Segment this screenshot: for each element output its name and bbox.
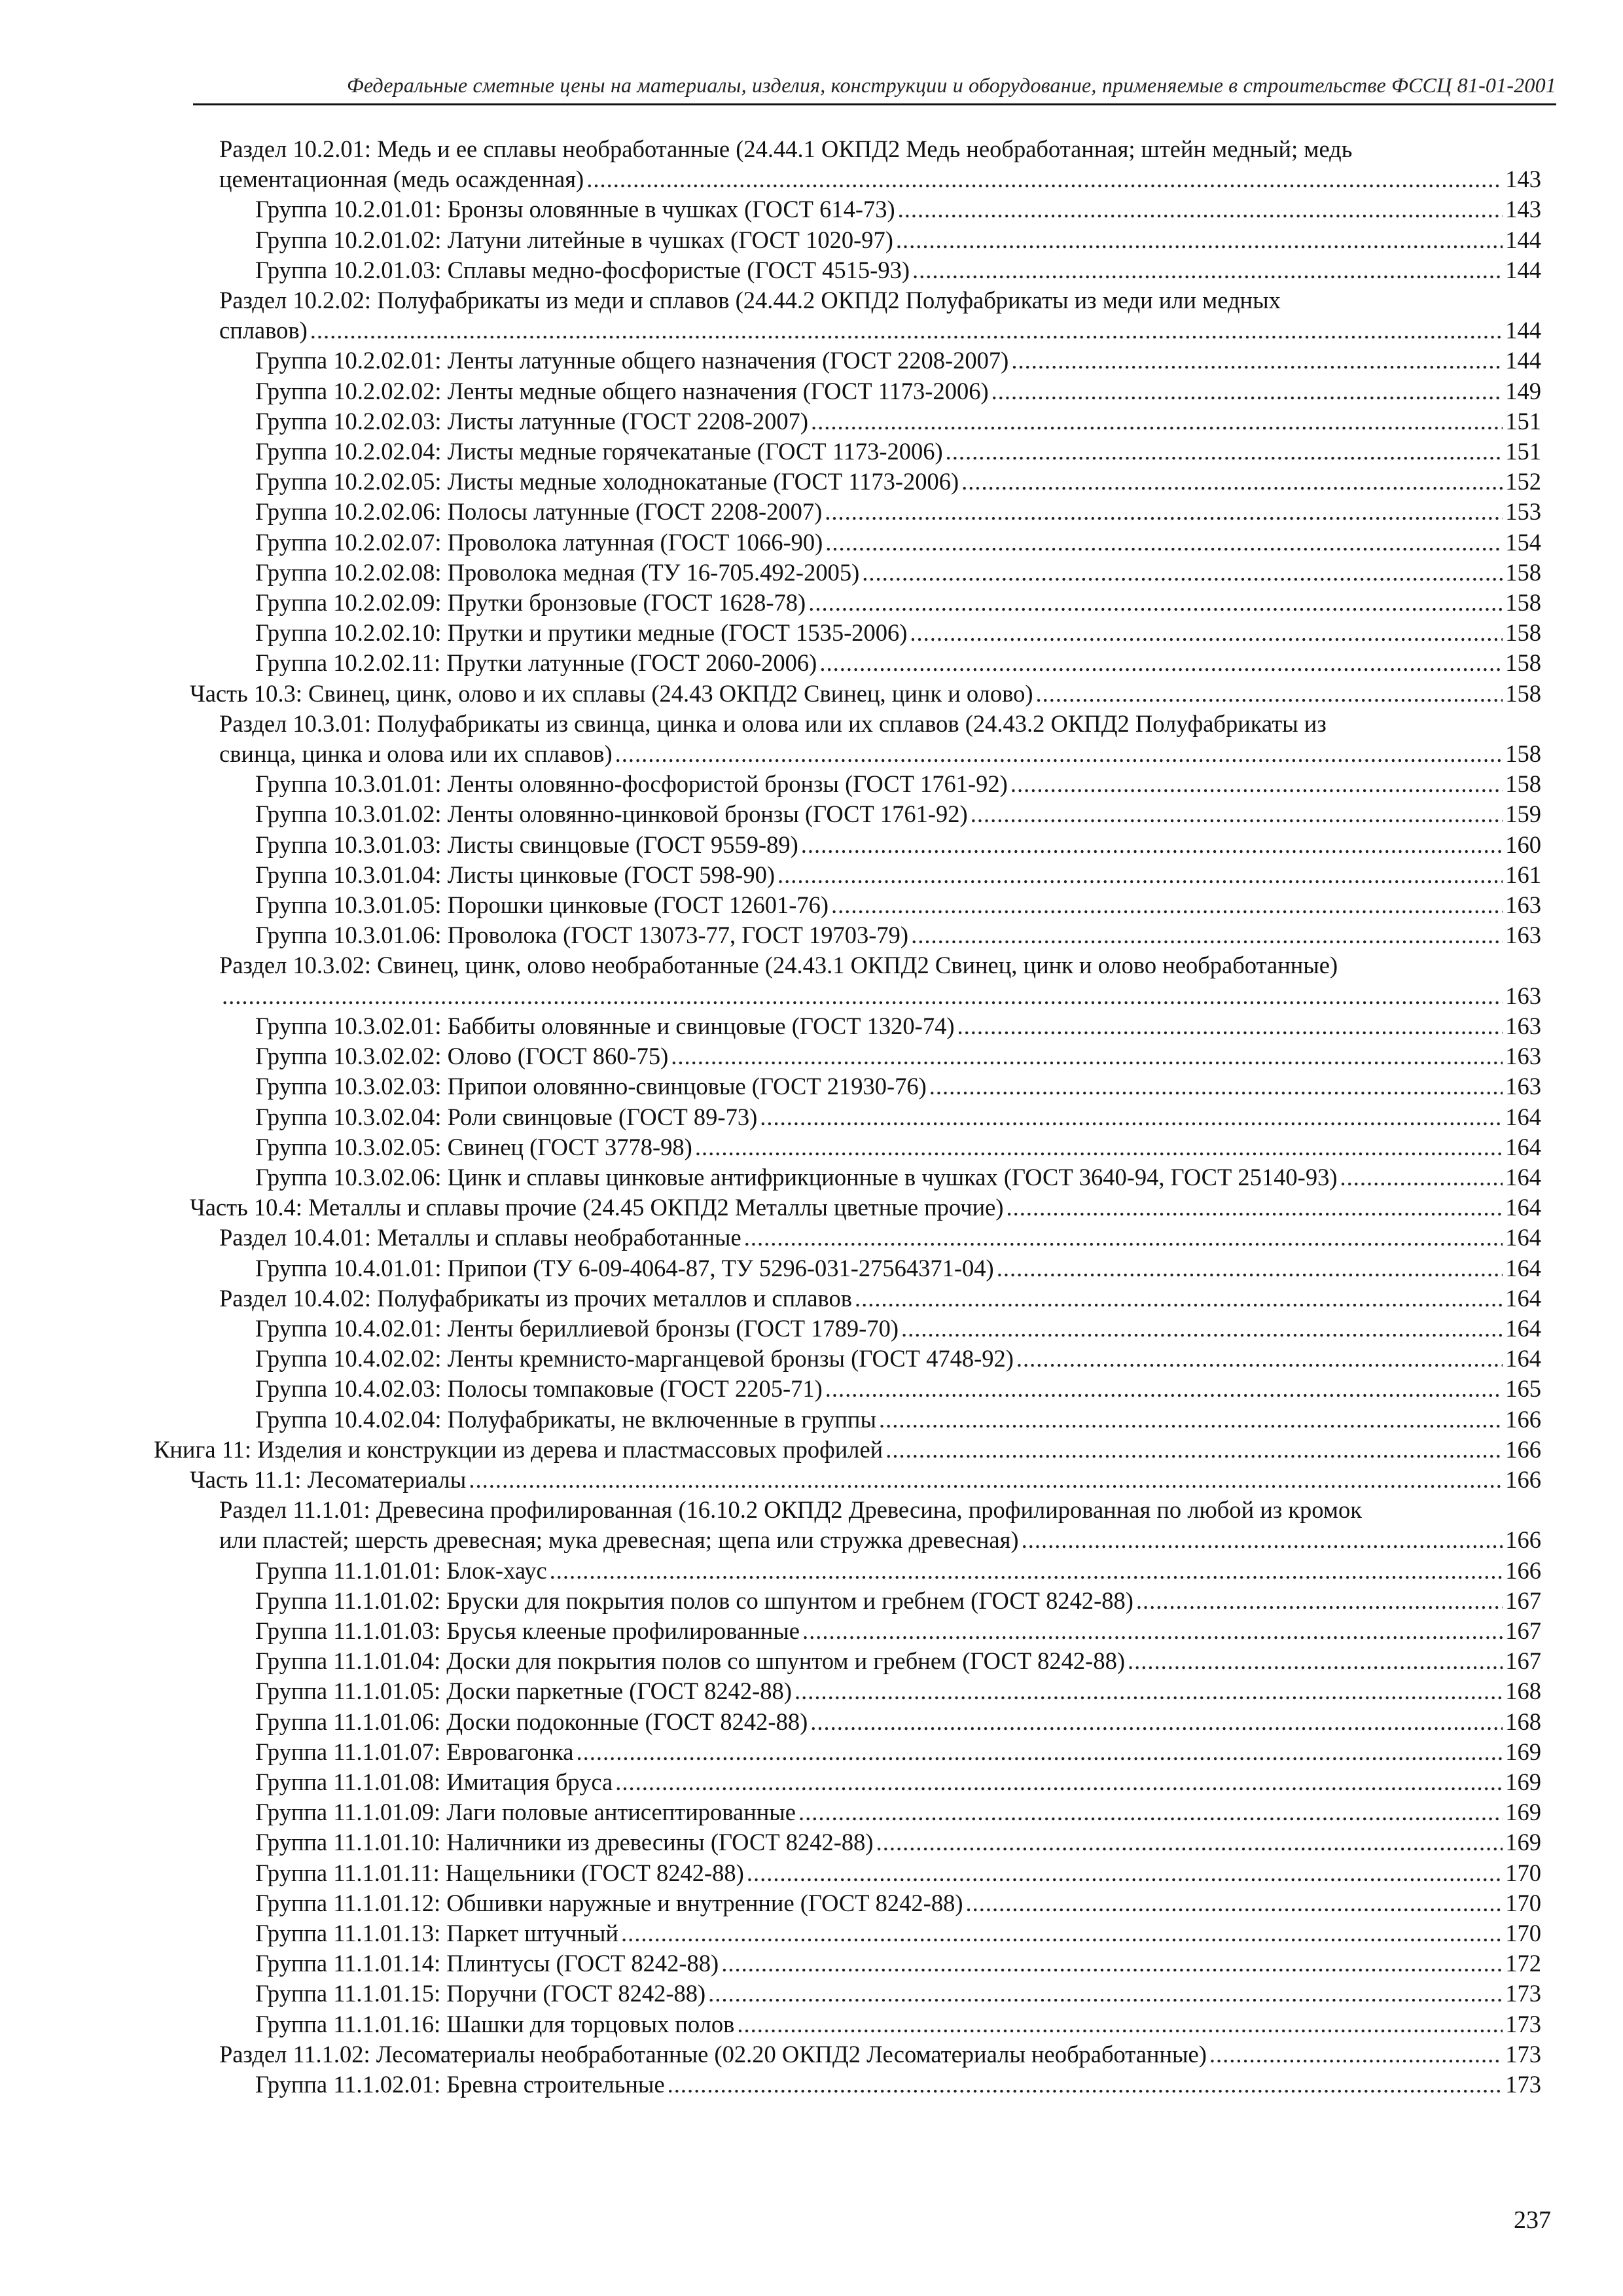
toc-page-number: 163 (1505, 1012, 1541, 1039)
toc-entry-group[interactable] (154, 376, 1541, 406)
toc-entry-title: Группа 10.4.02.01: Ленты бериллиевой бронзы (ГОСТ 1789-70) (255, 1314, 899, 1342)
toc-entry-title: Группа 10.2.01.02: Латуни литейные в чушках (ГОСТ 1020-97) (255, 226, 893, 253)
toc-entry-section[interactable] (154, 2039, 1541, 2070)
page-number: 237 (1514, 2206, 1551, 2234)
dot-leader (1022, 1525, 1503, 1555)
dot-leader (1010, 769, 1503, 799)
toc-entry-group[interactable] (154, 1767, 1541, 1797)
toc-entry-group[interactable] (154, 1918, 1541, 1948)
toc-entry-title: Группа 10.2.02.09: Прутки бронзовые (ГОСТ 1628-78) (255, 589, 806, 617)
toc-entry-group[interactable] (154, 1948, 1541, 1979)
toc-entry-title: свинца, цинка и олова или их сплавов) (219, 740, 613, 768)
dot-leader (798, 1797, 1503, 1827)
toc-entry-group[interactable] (154, 1374, 1541, 1404)
dot-leader (1006, 1193, 1503, 1223)
dot-leader (721, 1948, 1503, 1979)
toc-entry-group[interactable] (154, 1041, 1541, 1071)
toc-page-number: 158 (1505, 770, 1541, 798)
toc-entry-group[interactable] (154, 225, 1541, 255)
toc-entry-group[interactable] (154, 1011, 1541, 1041)
toc-entry-group[interactable] (154, 1827, 1541, 1857)
dot-leader (737, 2009, 1503, 2039)
toc-entry-section[interactable] (154, 1495, 1541, 1555)
toc-entry-group[interactable] (154, 860, 1541, 890)
dot-leader (819, 648, 1503, 678)
toc-page-number: 172 (1505, 1950, 1541, 1977)
dot-leader (747, 1858, 1503, 1888)
toc-entry-title: Группа 10.3.01.06: Проволока (ГОСТ 13073-77, ГОСТ 19703-79) (255, 922, 909, 949)
toc-page-number: 159 (1505, 800, 1541, 828)
dot-leader (671, 1041, 1503, 1071)
toc-entry-title: Часть 10.3: Свинец, цинк, олово и их сплавы (24.43 ОКПД2 Свинец, цинк и олово) (190, 679, 1033, 707)
toc-entry-title: Группа 11.1.01.11: Нащельники (ГОСТ 8242-88) (255, 1859, 744, 1886)
toc-entry-title: Часть 11.1: Лесоматериалы (190, 1465, 467, 1493)
toc-entry-text-line: Раздел 11.1.01: Древесина профилированная (16.10.2 ОКПД2 Древесина, профилированная по любой из кромок (219, 1496, 1362, 1524)
toc-page-number: 173 (1505, 2040, 1541, 2068)
toc-entry-title: Группа 10.3.01.04: Листы цинковые (ГОСТ 598-90) (255, 861, 775, 888)
toc-entry-title: Раздел 10.4.02: Полуфабрикаты из прочих металлов и сплавов (219, 1284, 853, 1312)
toc-entry-group[interactable] (154, 1132, 1541, 1162)
dot-leader (668, 2070, 1503, 2100)
toc-entry-title: Группа 10.2.01.03: Сплавы медно-фосфористые (ГОСТ 4515-93) (255, 256, 910, 283)
toc-page-number: 164 (1505, 1254, 1541, 1282)
dot-leader (961, 467, 1503, 497)
dot-leader (1209, 2039, 1503, 2070)
dot-leader (876, 1827, 1503, 1857)
toc-entry-text-line: Раздел 10.2.01: Медь и ее сплавы необработанные (24.44.1 ОКПД2 Медь необработанная; штейн медный; медь (219, 135, 1353, 162)
toc-page-number: 164 (1505, 1194, 1541, 1221)
toc-entry-title: цементационная (медь осажденная) (219, 166, 584, 193)
dot-leader (777, 860, 1503, 890)
dot-leader (469, 1465, 1503, 1495)
dot-leader (896, 225, 1503, 255)
toc-page-number: 163 (1505, 1073, 1541, 1100)
toc-entry-title: Группа 10.3.01.03: Листы свинцовые (ГОСТ 9559-89) (255, 831, 798, 858)
toc-entry-group[interactable] (154, 1646, 1541, 1676)
dot-leader (991, 376, 1503, 406)
toc-entry-title: Группа 10.2.02.03: Листы латунные (ГОСТ 2208-2007) (255, 407, 809, 435)
toc-entry-section[interactable] (154, 709, 1541, 769)
toc-page-number: 153 (1505, 498, 1541, 526)
toc-page-number: 166 (1505, 1435, 1541, 1463)
toc-entry-title: или пластей; шерсть древесная; мука древесная; щепа или стружка древесная) (219, 1526, 1019, 1554)
dot-leader (898, 194, 1503, 224)
toc-page-number: 144 (1505, 317, 1541, 344)
toc-entry-group[interactable] (154, 1314, 1541, 1344)
toc-entry-group[interactable] (154, 890, 1541, 920)
dot-leader (222, 981, 1503, 1011)
toc-entry-title: Группа 11.1.01.12: Обшивки наружные и внутренние (ГОСТ 8242-88) (255, 1889, 963, 1916)
dot-leader (1016, 1344, 1503, 1374)
header-rule (193, 103, 1556, 105)
toc-page-number: 167 (1505, 1647, 1541, 1675)
toc-entry-section[interactable] (154, 1223, 1541, 1253)
toc-entry-group[interactable] (154, 406, 1541, 437)
toc-entry-group[interactable] (154, 1858, 1541, 1888)
toc-entry-title: Группа 11.1.01.07: Евровагонка (255, 1738, 574, 1765)
dot-leader (695, 1132, 1503, 1162)
toc-page-number: 143 (1505, 196, 1541, 223)
dot-leader (744, 1223, 1503, 1253)
toc-entry-part[interactable] (154, 1465, 1541, 1495)
toc-entry-title: Группа 11.1.01.01: Блок-хаус (255, 1556, 547, 1584)
toc-entry-title: Группа 10.3.02.06: Цинк и сплавы цинковые антифрикционные в чушках (ГОСТ 3640-94, ГОСТ 25140-93) (255, 1163, 1338, 1191)
toc-entry-group[interactable] (154, 588, 1541, 618)
toc-page-number: 173 (1505, 2010, 1541, 2037)
toc-page-number: 160 (1505, 831, 1541, 858)
dot-leader (550, 1556, 1503, 1586)
toc-entry-title: сплавов) (219, 317, 308, 344)
toc-entry-group[interactable] (154, 830, 1541, 860)
toc-entry-group[interactable] (154, 769, 1541, 799)
toc-entry-group[interactable] (154, 648, 1541, 678)
toc-entry-section[interactable] (154, 134, 1541, 194)
toc-entry-group[interactable] (154, 1344, 1541, 1374)
toc-entry-group[interactable] (154, 1888, 1541, 1918)
toc-entry-title: Группа 10.2.02.01: Ленты латунные общего назначения (ГОСТ 2208-2007) (255, 347, 1009, 374)
toc-entry-group[interactable] (154, 437, 1541, 467)
toc-page-number: 164 (1505, 1284, 1541, 1312)
toc-page-number: 170 (1505, 1919, 1541, 1946)
dot-leader (1340, 1162, 1503, 1193)
toc-entry-group[interactable] (154, 346, 1541, 376)
toc-entry-title: Группа 10.2.02.06: Полосы латунные (ГОСТ 2208-2007) (255, 498, 823, 526)
dot-leader (1036, 679, 1503, 709)
toc-entry-title: Группа 11.1.01.14: Плинтусы (ГОСТ 8242-88) (255, 1950, 719, 1977)
dot-leader (912, 255, 1503, 285)
toc-entry-book[interactable] (154, 1435, 1541, 1465)
dot-leader (946, 437, 1503, 467)
dot-leader (802, 1616, 1503, 1646)
toc-entry-group[interactable] (154, 1979, 1541, 2009)
dot-leader (808, 588, 1503, 618)
toc-entry-group[interactable] (154, 194, 1541, 224)
toc-page-number: 158 (1505, 619, 1541, 647)
toc-entry-title: Группа 10.2.02.10: Прутки и прутики медные (ГОСТ 1535-2006) (255, 619, 908, 647)
toc-page-number: 161 (1505, 861, 1541, 888)
toc-page-number: 163 (1505, 922, 1541, 949)
toc-entry-group[interactable] (154, 618, 1541, 648)
toc-page-number: 168 (1505, 1708, 1541, 1735)
toc-page-number: 164 (1505, 1314, 1541, 1342)
toc-entry-section[interactable] (154, 285, 1541, 346)
toc-page-number: 158 (1505, 740, 1541, 768)
toc-entry-group[interactable] (154, 2070, 1541, 2100)
toc-page-number: 164 (1505, 1133, 1541, 1160)
toc-entry-group[interactable] (154, 2009, 1541, 2039)
toc-page-number: 163 (1505, 982, 1541, 1009)
toc-entry-title: Группа 11.1.01.03: Брусья клееные профилированные (255, 1617, 800, 1644)
toc-entry-title: Группа 10.3.02.02: Олово (ГОСТ 860-75) (255, 1043, 669, 1070)
toc-entry-title: Группа 10.3.01.02: Ленты оловянно-цинковой бронзы (ГОСТ 1761-92) (255, 800, 968, 828)
toc-entry-text-line: Раздел 10.2.02: Полуфабрикаты из меди и сплавов (24.44.2 ОКПД2 Полуфабрикаты из меди или медных (219, 287, 1281, 314)
toc-page-number: 151 (1505, 407, 1541, 435)
dot-leader (576, 1737, 1503, 1767)
dot-leader (825, 497, 1503, 527)
toc-page-number: 173 (1505, 1980, 1541, 2007)
toc-entry-group[interactable] (154, 558, 1541, 588)
toc-page-number: 164 (1505, 1345, 1541, 1372)
toc-entry-title: Раздел 10.4.01: Металлы и сплавы необработанные (219, 1224, 741, 1251)
toc-page-number: 164 (1505, 1163, 1541, 1191)
dot-leader (831, 890, 1503, 920)
toc-entry-group[interactable] (154, 1253, 1541, 1283)
toc-entry-group[interactable] (154, 1556, 1541, 1586)
toc-page-number: 163 (1505, 1043, 1541, 1070)
toc-entry-title: Группа 10.2.02.02: Ленты медные общего назначения (ГОСТ 1173-2006) (255, 377, 989, 404)
toc-page-number: 166 (1505, 1526, 1541, 1554)
toc-entry-title: Группа 11.1.01.08: Имитация бруса (255, 1768, 613, 1795)
running-header: Федеральные сметные цены на материалы, изделия, конструкции и оборудование, применяемые в строительстве ФССЦ 81-01-2001 (346, 73, 1556, 97)
toc-entry-title: Часть 10.4: Металлы и сплавы прочие (24.45 ОКПД2 Металлы цветные прочие) (190, 1194, 1004, 1221)
toc-page-number: 152 (1505, 468, 1541, 495)
toc-page-number: 164 (1505, 1103, 1541, 1130)
toc-entry-group[interactable] (154, 1676, 1541, 1706)
toc-entry-group[interactable] (154, 1707, 1541, 1737)
dot-leader (794, 1676, 1503, 1706)
dot-leader (997, 1253, 1503, 1283)
toc-entry-group[interactable] (154, 1737, 1541, 1767)
toc-entry-part[interactable] (154, 679, 1541, 709)
dot-leader (811, 406, 1503, 437)
table-of-contents (154, 134, 1541, 2100)
toc-entry-title: Группа 11.1.01.13: Паркет штучный (255, 1919, 618, 1946)
toc-entry-title: Группа 11.1.01.10: Наличники из древесины (ГОСТ 8242-88) (255, 1829, 874, 1856)
toc-entry-title: Группа 10.2.02.11: Прутки латунные (ГОСТ 2060-2006) (255, 649, 817, 677)
toc-entry-part[interactable] (154, 1193, 1541, 1223)
toc-entry-group[interactable] (154, 1405, 1541, 1435)
toc-page-number: 158 (1505, 589, 1541, 617)
toc-entry-section[interactable] (154, 950, 1541, 1011)
dot-leader (825, 528, 1503, 558)
toc-page-number: 170 (1505, 1889, 1541, 1916)
dot-leader (310, 315, 1503, 346)
dot-leader (615, 1767, 1503, 1797)
toc-page-number: 169 (1505, 1768, 1541, 1795)
toc-entry-title: Группа 10.3.01.01: Ленты оловянно-фосфористой бронзы (ГОСТ 1761-92) (255, 770, 1008, 798)
toc-entry-title: Группа 10.3.02.04: Роли свинцовые (ГОСТ 89-73) (255, 1103, 758, 1130)
toc-entry-group[interactable] (154, 799, 1541, 829)
toc-page-number: 166 (1505, 1465, 1541, 1493)
toc-page-number: 164 (1505, 1224, 1541, 1251)
toc-page-number: 144 (1505, 256, 1541, 283)
dot-leader (801, 830, 1503, 860)
toc-entry-title: Группа 11.1.01.06: Доски подоконные (ГОСТ 8242-88) (255, 1708, 808, 1735)
toc-entry-group[interactable] (154, 1797, 1541, 1827)
toc-entry-title: Группа 10.2.01.01: Бронзы оловянные в чушках (ГОСТ 614-73) (255, 196, 895, 223)
toc-entry-title: Группа 10.3.01.05: Порошки цинковые (ГОСТ 12601-76) (255, 891, 829, 919)
dot-leader (810, 1707, 1503, 1737)
toc-page-number: 158 (1505, 558, 1541, 586)
dot-leader (957, 1011, 1503, 1041)
dot-leader (1128, 1646, 1503, 1676)
toc-entry-group[interactable] (154, 1102, 1541, 1132)
toc-page-number: 169 (1505, 1738, 1541, 1765)
toc-entry-title: Группа 10.3.02.03: Припои оловянно-свинцовые (ГОСТ 21930-76) (255, 1073, 927, 1100)
toc-entry-title: Группа 10.3.02.01: Баббиты оловянные и свинцовые (ГОСТ 1320-74) (255, 1012, 955, 1039)
dot-leader (708, 1979, 1503, 2009)
toc-entry-group[interactable] (154, 497, 1541, 527)
toc-entry-title: Группа 10.2.02.04: Листы медные горячекатаные (ГОСТ 1173-2006) (255, 438, 943, 465)
dot-leader (760, 1102, 1503, 1132)
toc-entry-title: Группа 10.2.02.07: Проволока латунная (ГОСТ 1066-90) (255, 528, 823, 556)
dot-leader (825, 1374, 1503, 1404)
toc-entry-title: Группа 10.3.02.05: Свинец (ГОСТ 3778-98) (255, 1133, 692, 1160)
dot-leader (586, 164, 1503, 194)
toc-entry-title: Группа 10.2.02.05: Листы медные холоднокатаные (ГОСТ 1173-2006) (255, 468, 959, 495)
toc-page-number: 158 (1505, 679, 1541, 707)
toc-page-number: 144 (1505, 226, 1541, 253)
dot-leader (901, 1314, 1503, 1344)
toc-page-number: 144 (1505, 347, 1541, 374)
toc-entry-section[interactable] (154, 1283, 1541, 1314)
toc-page-number: 167 (1505, 1617, 1541, 1644)
dot-leader (885, 1435, 1503, 1465)
toc-entry-title: Группа 11.1.01.09: Лаги половые антисептированные (255, 1799, 796, 1826)
toc-entry-group[interactable] (154, 1616, 1541, 1646)
toc-page-number: 166 (1505, 1556, 1541, 1584)
toc-entry-group[interactable] (154, 1162, 1541, 1193)
dot-leader (971, 799, 1503, 829)
toc-page-number: 173 (1505, 2071, 1541, 2098)
toc-entry-group[interactable] (154, 1071, 1541, 1102)
toc-entry-title: Группа 11.1.01.16: Шашки для торцовых полов (255, 2010, 735, 2037)
toc-entry-group[interactable] (154, 528, 1541, 558)
toc-entry-title: Группа 11.1.01.05: Доски паркетные (ГОСТ 8242-88) (255, 1677, 792, 1705)
toc-page-number: 154 (1505, 528, 1541, 556)
toc-entry-title: Группа 11.1.02.01: Бревна строительные (255, 2071, 665, 2098)
toc-page-number: 170 (1505, 1859, 1541, 1886)
dot-leader (1136, 1586, 1503, 1616)
toc-entry-text-line: Раздел 10.3.02: Свинец, цинк, олово необработанные (24.43.1 ОКПД2 Свинец, цинк и олово необработанные) (219, 952, 1338, 979)
toc-entry-title: Группа 11.1.01.02: Бруски для покрытия полов со шпунтом и гребнем (ГОСТ 8242-88) (255, 1587, 1133, 1614)
toc-entry-group[interactable] (154, 467, 1541, 497)
toc-page-number: 163 (1505, 891, 1541, 919)
toc-page-number: 158 (1505, 649, 1541, 677)
dot-leader (966, 1888, 1503, 1918)
toc-entry-title: Группа 10.2.02.08: Проволока медная (ТУ 16-705.492-2005) (255, 558, 860, 586)
toc-page-number: 168 (1505, 1677, 1541, 1705)
dot-leader (910, 618, 1503, 648)
dot-leader (929, 1071, 1503, 1102)
toc-page-number: 165 (1505, 1375, 1541, 1403)
toc-page-number: 166 (1505, 1405, 1541, 1433)
toc-entry-group[interactable] (154, 920, 1541, 950)
toc-page-number: 167 (1505, 1587, 1541, 1614)
toc-page-number: 169 (1505, 1799, 1541, 1826)
toc-entry-title: Группа 10.4.02.02: Ленты кремнисто-марганцевой бронзы (ГОСТ 4748-92) (255, 1345, 1014, 1372)
toc-entry-title: Раздел 11.1.02: Лесоматериалы необработанные (02.20 ОКПД2 Лесоматериалы необработанные) (219, 2040, 1207, 2068)
toc-entry-group[interactable] (154, 1586, 1541, 1616)
dot-leader (911, 920, 1503, 950)
toc-entry-title: Группа 10.4.01.01: Припои (ТУ 6-09-4064-87, ТУ 5296-031-27564371-04) (255, 1254, 994, 1282)
dot-leader (855, 1283, 1503, 1314)
toc-page-number: 149 (1505, 377, 1541, 404)
toc-entry-title: Книга 11: Изделия и конструкции из дерева и пластмассовых профилей (154, 1435, 883, 1463)
toc-entry-title: Группа 11.1.01.04: Доски для покрытия полов со шпунтом и гребнем (ГОСТ 8242-88) (255, 1647, 1125, 1675)
toc-page-number: 169 (1505, 1829, 1541, 1856)
dot-leader (615, 739, 1503, 769)
dot-leader (862, 558, 1503, 588)
toc-page-number: 151 (1505, 438, 1541, 465)
dot-leader (1011, 346, 1503, 376)
toc-entry-title: Группа 11.1.01.15: Поручни (ГОСТ 8242-88) (255, 1980, 706, 2007)
dot-leader (621, 1918, 1503, 1948)
toc-entry-title: Группа 10.4.02.04: Полуфабрикаты, не включенные в группы (255, 1405, 876, 1433)
toc-entry-group[interactable] (154, 255, 1541, 285)
dot-leader (879, 1405, 1503, 1435)
toc-page-number: 143 (1505, 166, 1541, 193)
toc-entry-title: Группа 10.4.02.03: Полосы томпаковые (ГОСТ 2205-71) (255, 1375, 823, 1403)
toc-entry-text-line: Раздел 10.3.01: Полуфабрикаты из свинца, цинка и олова или их сплавов (24.43.2 ОКПД2 Полуфабрикаты из (219, 709, 1327, 737)
